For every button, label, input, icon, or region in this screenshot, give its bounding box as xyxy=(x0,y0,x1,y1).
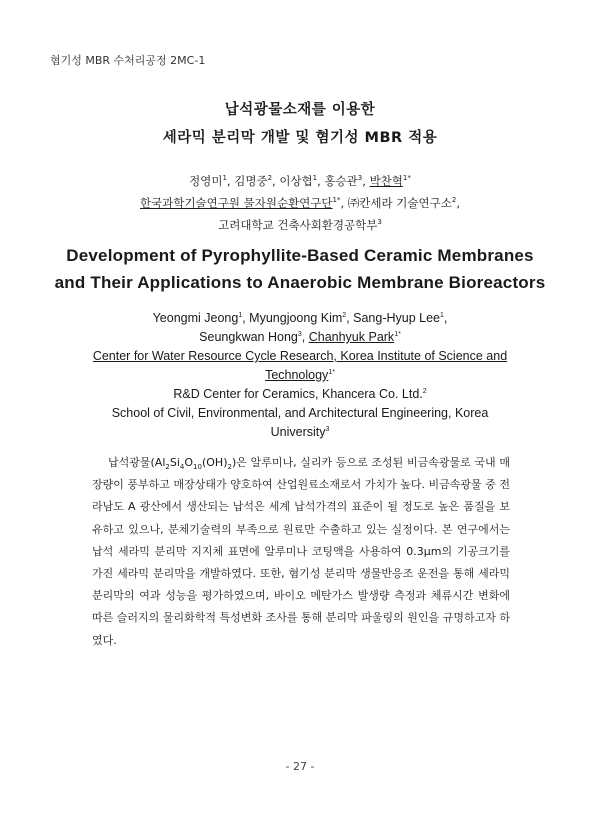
separator: , xyxy=(242,311,250,325)
affiliation-org: Center for Water Resource Cycle Research, Korea Institute of Science and xyxy=(92,349,508,363)
author-sup: 2 xyxy=(342,311,347,319)
english-title-line-2: and Their Applications to Anaerobic Membrane Bioreactors xyxy=(54,273,546,292)
affiliation-sup: 1* xyxy=(332,196,341,205)
author-name: 이상협 xyxy=(279,174,313,188)
separator: , xyxy=(272,174,280,188)
abstract-text: Si xyxy=(169,456,180,469)
affiliation-org: 고려대학교 건축사회환경공학부 xyxy=(218,218,378,232)
korean-title-line-2: 세라믹 분리막 개발 및 혐기성 MBR 적용 xyxy=(162,130,438,146)
author-sup: 1 xyxy=(440,311,444,319)
author-name: 홍승관 xyxy=(324,174,358,188)
separator: , xyxy=(443,311,448,325)
korean-affiliation-line-1 xyxy=(0,192,600,214)
affiliation-sup: 3 xyxy=(325,425,330,433)
abstract-text: )은 알루미나, 실리카 등으로 조성된 비금속광물로 국내 매장량이 풍부하고 매장상태가 양호하여 산업원료소재로서 가치가 높다. 비금속광물 중 전라남도 A 광산에서 생산되는 납석은 세계 납석가격의 표준이 될 정도로 높은 품질을 보유하고 있으나, 분체기술력의 부족으로 원료만 수출하고 있는 실정이다. 본 연구에서는 납석 세라믹 분리막 지지체 표면에 알루미나 코팅액을 사용하여 0.3μm의 기공크기를 가진 세라믹 분리막을 개발하였다. 또한, 혐기성 분리막 생물반응조 운전을 통해 세라믹 분리막의 여과 성능을 평가하였으며, 바이오 메탄가스 발생량 측정과 체류시간 변화에 따른 슬러지의 물리화학적 특성변화 조사를 통해 분리막 파울링의 원인을 규명하고자 하였다. xyxy=(92,456,510,647)
affiliation-org: University xyxy=(270,425,326,439)
separator: , xyxy=(317,174,325,188)
author-sup: 2 xyxy=(267,174,273,183)
affiliation-sup: 2 xyxy=(451,196,457,205)
affiliation-org: School of Civil, Environmental, and Architectural Engineering, Korea xyxy=(111,406,489,420)
english-affiliation-line-3 xyxy=(0,385,600,404)
english-affiliation-line-1 xyxy=(0,347,600,366)
author-sup: 3 xyxy=(357,174,363,183)
english-title-line-1: Development of Pyrophyllite-Based Ceramic Membranes xyxy=(66,246,534,265)
abstract-text: 납석광물(Al xyxy=(108,456,166,469)
english-authors-line-2 xyxy=(0,328,600,347)
affiliation-sup: 3 xyxy=(377,218,382,227)
running-header: 혐기성 MBR 수처리공정 2MC-1 xyxy=(50,54,206,67)
affiliation-sup: 1* xyxy=(328,368,335,376)
author-name: 김명중 xyxy=(234,174,268,188)
affiliation-org: Technology xyxy=(265,368,329,382)
author-sup: 1 xyxy=(238,311,243,319)
author-name: 정영미 xyxy=(189,174,223,188)
abstract-paragraph xyxy=(92,452,510,652)
corresponding-author-name: 박찬혁 xyxy=(369,174,403,188)
korean-title xyxy=(0,96,600,152)
abstract-text: (OH) xyxy=(201,456,228,469)
author-sup: 1 xyxy=(312,174,318,183)
english-title xyxy=(0,242,600,296)
affiliation-sup: 2 xyxy=(422,387,427,395)
korean-authors xyxy=(0,170,600,192)
author-name: Seungkwan Hong xyxy=(199,330,298,344)
korean-affiliation-line-2 xyxy=(0,214,600,236)
abstract-text: O xyxy=(184,456,194,469)
page-number: - 27 - xyxy=(285,760,315,773)
author-sup: 3 xyxy=(297,330,302,338)
author-name: Sang-Hyup Lee xyxy=(353,311,441,325)
author-sup: 1* xyxy=(402,174,411,183)
formula-subscript: 10 xyxy=(193,463,202,472)
separator: , xyxy=(226,174,235,188)
author-sup: 1 xyxy=(222,174,227,183)
separator: , xyxy=(301,330,309,344)
author-sup: 1* xyxy=(394,330,401,338)
english-affiliation-line-5 xyxy=(0,423,600,442)
formula-subscript: 2 xyxy=(165,463,170,472)
author-name: Myungjoong Kim xyxy=(249,311,343,325)
formula-subscript: 4 xyxy=(179,463,185,472)
english-affiliation-line-2 xyxy=(0,366,600,385)
separator: , xyxy=(340,196,348,210)
separator: , xyxy=(362,174,370,188)
separator: , xyxy=(346,311,354,325)
affiliation-org: ㈜칸세라 기술연구소 xyxy=(347,196,452,210)
formula-subscript: 2 xyxy=(227,463,232,472)
separator: , xyxy=(456,196,460,210)
english-affiliation-line-4 xyxy=(0,404,600,423)
author-name: Yeongmi Jeong xyxy=(152,311,239,325)
affiliation-org: R&D Center for Ceramics, Khancera Co. Ltd. xyxy=(173,387,423,401)
english-authors-line-1 xyxy=(0,309,600,328)
corresponding-author-name: Chanhyuk Park xyxy=(308,330,395,344)
affiliation-org: 한국과학기술연구원 물자원순환연구단 xyxy=(140,196,333,210)
korean-title-line-1: 납석광물소재를 이용한 xyxy=(224,102,376,118)
